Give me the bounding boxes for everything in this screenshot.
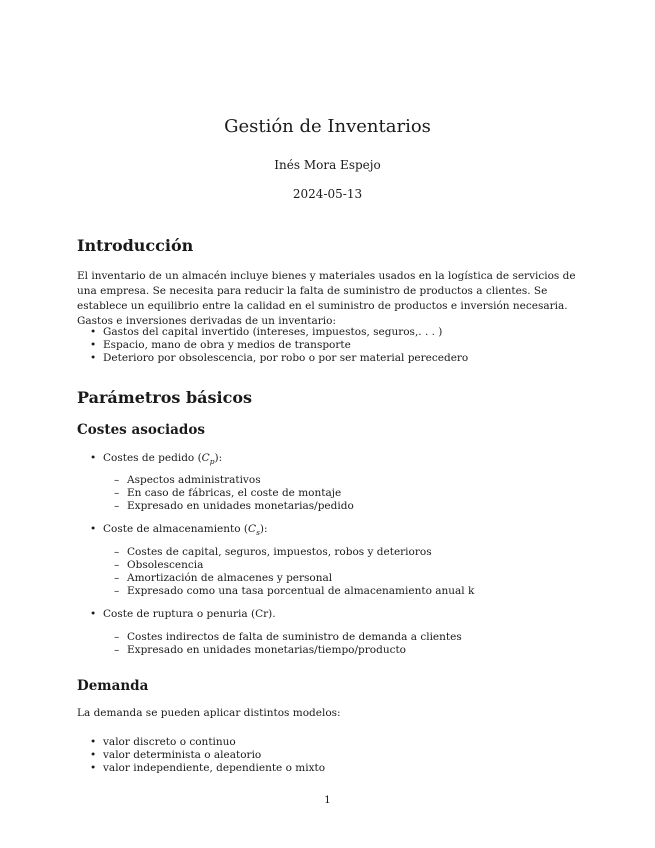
document-title: Gestión de Inventarios xyxy=(224,116,431,137)
list-item: • valor independiente, dependiente o mixto xyxy=(90,762,325,775)
list-item-costes-pedido xyxy=(90,452,222,468)
list-item: • Deterioro por obsolescencia, por robo o por ser material perecedero xyxy=(90,352,468,365)
section-heading-introduccion: Introducción xyxy=(77,236,194,255)
list-item: – Expresado en unidades monetarias/tiempo/producto xyxy=(114,644,462,657)
coste-almacenamiento-sublist xyxy=(114,546,474,598)
costes-pedido-list xyxy=(90,452,222,468)
list-item: – Expresado como una tasa porcentual de almacenamiento anual k xyxy=(114,585,474,598)
list-item-coste-ruptura: • Coste de ruptura o penuria (Cr). xyxy=(90,608,276,621)
list-item-coste-almacenamiento xyxy=(90,523,268,539)
list-item: – Expresado en unidades monetarias/pedido xyxy=(114,500,354,513)
list-item: • Espacio, mano de obra y medios de transporte xyxy=(90,339,468,352)
list-item: – Aspectos administrativos xyxy=(114,474,354,487)
demanda-paragraph: La demanda se pueden aplicar distintos modelos: xyxy=(77,707,341,719)
costes-pedido-label: Costes de pedido ( xyxy=(103,452,202,464)
intro-paragraph: El inventario de un almacén incluye bienes y materiales usados en la logística de servicios de una empresa. Se necesita para reducir la falta de suministro de productos a clientes. Se establece un equilibrio entre la calidad en el suministro de productos e inversión necesaria. Gastos e inversiones derivadas de un inventario: xyxy=(77,270,576,327)
intro-list xyxy=(90,326,468,365)
coste-ruptura-sublist xyxy=(114,631,462,657)
page-number: 1 xyxy=(324,794,331,806)
list-item: • valor discreto o continuo xyxy=(90,736,325,749)
section-heading-parametros: Parámetros básicos xyxy=(77,388,253,407)
list-item: – Costes indirectos de falta de suministro de demanda a clientes xyxy=(114,631,462,644)
costes-pedido-sublist xyxy=(114,474,354,513)
document-date: 2024-05-13 xyxy=(292,187,363,201)
list-item: • Gastos del capital invertido (intereses, impuestos, seguros,. . . ) xyxy=(90,326,468,339)
demanda-list xyxy=(90,736,325,775)
coste-almacenamiento-label: Coste de almacenamiento ( xyxy=(103,523,249,535)
list-item: – En caso de fábricas, el coste de montaje xyxy=(114,487,354,500)
coste-almacenamiento-list xyxy=(90,523,268,539)
coste-almacenamiento-suffix: ): xyxy=(259,523,268,535)
symbol-cp: $C_p$ xyxy=(201,452,215,467)
list-item: – Obsolescencia xyxy=(114,559,474,572)
document-author: Inés Mora Espejo xyxy=(274,158,381,172)
costes-pedido-suffix: ): xyxy=(214,452,223,464)
subsection-heading-costes: Costes asociados xyxy=(77,422,205,438)
coste-ruptura-list xyxy=(90,608,276,621)
symbol-cs: $C_s$ xyxy=(248,523,260,538)
list-item: – Amortización de almacenes y personal xyxy=(114,572,474,585)
list-item: • valor determinista o aleatorio xyxy=(90,749,325,762)
list-item: – Costes de capital, seguros, impuestos, robos y deterioros xyxy=(114,546,474,559)
subsection-heading-demanda: Demanda xyxy=(77,678,149,694)
